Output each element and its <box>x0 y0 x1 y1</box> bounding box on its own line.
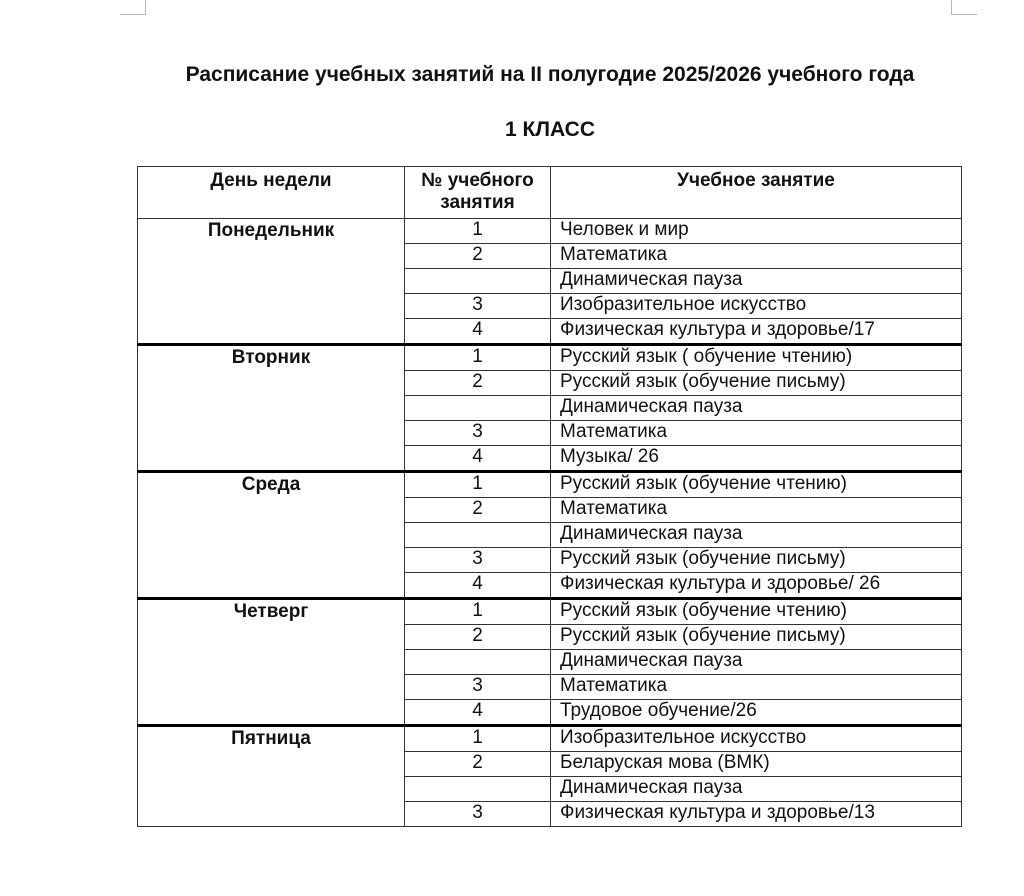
schedule-table <box>137 166 962 827</box>
day-name-cell: Среда <box>138 472 405 599</box>
day-name-cell: Четверг <box>138 599 405 726</box>
lesson-number-cell: 1 <box>405 599 551 625</box>
lesson-subject-cell: Динамическая пауза <box>551 650 962 675</box>
header-row <box>138 167 962 219</box>
lesson-subject-cell: Математика <box>551 498 962 523</box>
crop-mark-left-vertical <box>145 0 146 14</box>
lesson-subject-cell: Изобразительное искусство <box>551 294 962 319</box>
lesson-number-cell: 1 <box>405 472 551 498</box>
lesson-subject-cell: Человек и мир <box>551 219 962 244</box>
crop-mark-right-horizontal <box>951 14 977 15</box>
crop-mark-right-vertical <box>951 0 952 14</box>
lesson-number-cell: 2 <box>405 244 551 269</box>
table-row <box>138 726 962 752</box>
header-subject: Учебное занятие <box>551 167 962 219</box>
day-group <box>138 726 962 827</box>
lesson-number-cell: 3 <box>405 802 551 827</box>
table-row <box>138 345 962 371</box>
lesson-subject-cell: Динамическая пауза <box>551 396 962 421</box>
lesson-number-cell <box>405 269 551 294</box>
lesson-number-cell: 3 <box>405 421 551 446</box>
lesson-number-cell: 2 <box>405 498 551 523</box>
lesson-subject-cell: Физическая культура и здоровье/17 <box>551 319 962 345</box>
lesson-subject-cell: Русский язык (обучение письму) <box>551 371 962 396</box>
lesson-number-cell: 4 <box>405 446 551 472</box>
document-title: Расписание учебных занятий на II полугодие 2025/2026 учебного года <box>185 63 915 86</box>
lesson-number-cell: 1 <box>405 345 551 371</box>
document-subtitle: 1 КЛАСС <box>504 118 596 141</box>
day-name-cell: Вторник <box>138 345 405 472</box>
header-day: День недели <box>138 167 405 219</box>
lesson-number-cell: 4 <box>405 700 551 726</box>
lesson-subject-cell: Изобразительное искусство <box>551 726 962 752</box>
lesson-subject-cell: Русский язык (обучение письму) <box>551 625 962 650</box>
lesson-number-cell <box>405 396 551 421</box>
crop-mark-left-horizontal <box>120 14 146 15</box>
lesson-number-cell <box>405 777 551 802</box>
lesson-number-cell <box>405 650 551 675</box>
lesson-number-cell: 2 <box>405 371 551 396</box>
lesson-subject-cell: Трудовое обучение/26 <box>551 700 962 726</box>
lesson-number-cell: 3 <box>405 675 551 700</box>
day-group <box>138 219 962 345</box>
day-group <box>138 472 962 599</box>
schedule-table-header <box>138 167 962 219</box>
lesson-number-cell: 3 <box>405 548 551 573</box>
lesson-subject-cell: Математика <box>551 421 962 446</box>
lesson-subject-cell: Русский язык (обучение чтению) <box>551 472 962 498</box>
day-group <box>138 345 962 472</box>
lesson-number-cell: 1 <box>405 219 551 244</box>
lesson-number-cell: 1 <box>405 726 551 752</box>
lesson-number-cell: 2 <box>405 752 551 777</box>
lesson-number-cell: 3 <box>405 294 551 319</box>
lesson-number-cell: 4 <box>405 573 551 599</box>
day-name-cell: Понедельник <box>138 219 405 345</box>
lesson-number-cell <box>405 523 551 548</box>
table-row <box>138 219 962 244</box>
table-row <box>138 599 962 625</box>
table-row <box>138 472 962 498</box>
lesson-number-cell: 4 <box>405 319 551 345</box>
lesson-subject-cell: Математика <box>551 675 962 700</box>
lesson-subject-cell: Математика <box>551 244 962 269</box>
day-name-cell: Пятница <box>138 726 405 827</box>
lesson-subject-cell: Динамическая пауза <box>551 269 962 294</box>
lesson-subject-cell: Физическая культура и здоровье/ 26 <box>551 573 962 599</box>
lesson-subject-cell: Беларуская мова (ВМК) <box>551 752 962 777</box>
day-group <box>138 599 962 726</box>
lesson-subject-cell: Русский язык ( обучение чтению) <box>551 345 962 371</box>
lesson-subject-cell: Динамическая пауза <box>551 777 962 802</box>
lesson-subject-cell: Физическая культура и здоровье/13 <box>551 802 962 827</box>
header-number: № учебного занятия <box>405 167 551 219</box>
lesson-number-cell: 2 <box>405 625 551 650</box>
lesson-subject-cell: Русский язык (обучение чтению) <box>551 599 962 625</box>
lesson-subject-cell: Русский язык (обучение письму) <box>551 548 962 573</box>
lesson-subject-cell: Музыка/ 26 <box>551 446 962 472</box>
lesson-subject-cell: Динамическая пауза <box>551 523 962 548</box>
